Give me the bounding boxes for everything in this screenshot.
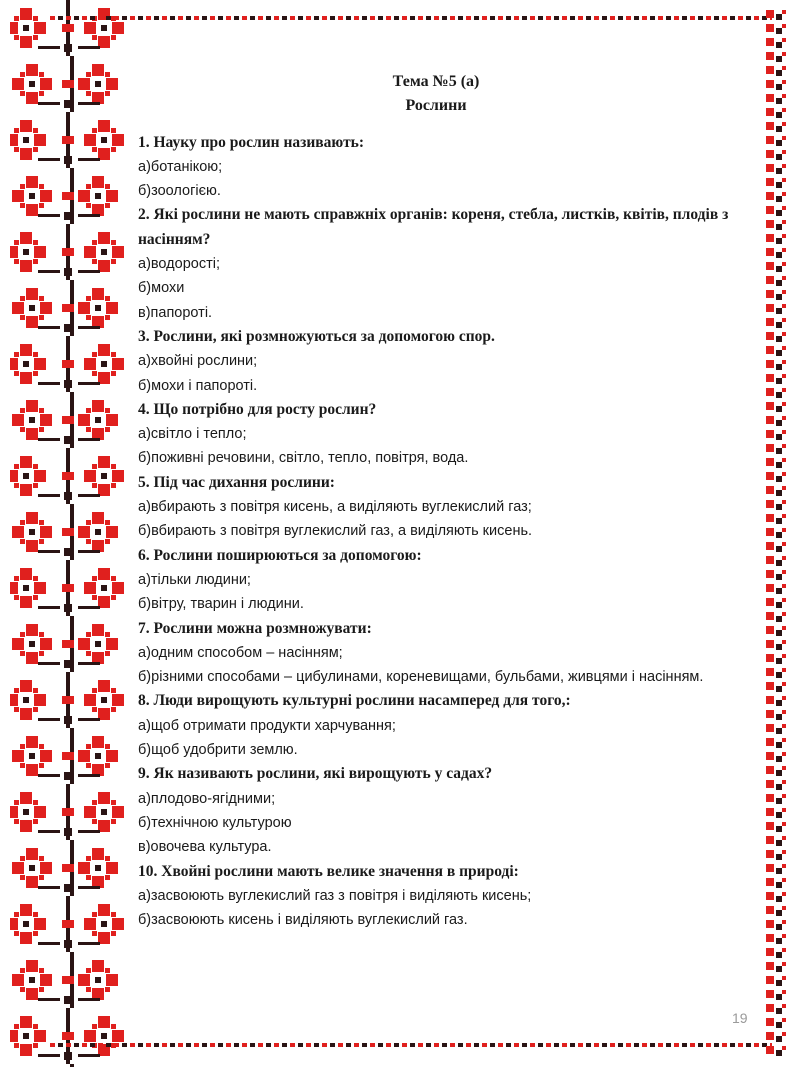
quiz-content [138, 70, 748, 932]
question-block [138, 203, 748, 324]
answer-option: а)ботанікою; [138, 158, 223, 175]
answer-option: б)мохи [138, 280, 185, 297]
question-text: 4. Що потрібно для росту рослин? [138, 400, 377, 418]
answer-option: б)технічною культурою [138, 814, 292, 831]
answer-option: а)тільки людини; [138, 571, 251, 588]
question-text: 5. Під час дихання рослини: [138, 473, 335, 491]
answer-option: в)папороті. [138, 304, 213, 321]
answer-option: а)хвойні рослини; [138, 353, 258, 370]
page-number: 19 [732, 1010, 748, 1026]
answer-option: а)щоб отримати продукти харчування; [138, 717, 396, 734]
answer-option: б)вбирають з повітря вуглекислий газ, а виділяють кисень. [138, 523, 533, 540]
question-list [138, 131, 748, 933]
question-text: 1. Науку про рослин називають: [138, 133, 365, 151]
answer-option: б)мохи і папороті. [138, 377, 258, 394]
question-block [138, 131, 748, 204]
answer-option: а)одним способом – насінням; [138, 644, 343, 661]
answer-option: б)поживні речовини, світло, тепло, повітря, вода. [138, 450, 469, 467]
answer-option: а)світло і тепло; [138, 426, 247, 443]
question-block [138, 325, 748, 398]
answer-option: б)щоб удобрити землю. [138, 742, 298, 759]
answer-option: а)вбирають з повітря кисень, а виділяють вуглекислий газ; [138, 499, 532, 516]
answer-option: а)плодово-ягідними; [138, 790, 276, 807]
topic-title: Тема №5 (а) [392, 73, 480, 90]
answer-option: б)зоологією. [138, 183, 221, 200]
question-text: 6. Рослини поширюються за допомогою: [138, 546, 422, 564]
embroidery-border-right [764, 10, 788, 1060]
title-block [124, 70, 748, 119]
embroidery-ornament-left [10, 0, 128, 1067]
answer-option: а)засвоюють вуглекислий газ з повітря і виділяють кисень; [138, 887, 532, 904]
question-block [138, 471, 748, 544]
answer-option: в)овочева культура. [138, 839, 272, 856]
question-block [138, 617, 748, 690]
question-block [138, 762, 748, 859]
question-block [138, 544, 748, 617]
answer-option: а)водорості; [138, 256, 220, 273]
question-block [138, 860, 748, 933]
topic-subtitle: Рослини [405, 97, 467, 115]
question-block [138, 398, 748, 471]
question-text: 3. Рослини, які розмножуються за допомогою спор. [138, 327, 495, 345]
question-text: 9. Як називають рослини, які вирощують у садах? [138, 765, 493, 783]
question-block [138, 689, 748, 762]
answer-option: б)різними способами – цибулинами, кореневищами, бульбами, живцями і насінням. [138, 669, 704, 686]
question-text: 2. Які рослини не мають справжніх органів: кореня, стебла, листків, квітів, плодів з насінням? [138, 206, 729, 248]
answer-option: б)засвоюють кисень і виділяють вуглекислий газ. [138, 912, 468, 929]
embroidery-border-top [50, 14, 772, 24]
question-text: 7. Рослини можна розмножувати: [138, 619, 372, 637]
answer-option: б)вітру, тварин і людини. [138, 596, 304, 613]
embroidery-border-bottom [50, 1041, 772, 1051]
question-text: 8. Люди вирощують культурні рослини насамперед для того,: [138, 692, 571, 710]
question-text: 10. Хвойні рослини мають велике значення в природі: [138, 862, 519, 880]
